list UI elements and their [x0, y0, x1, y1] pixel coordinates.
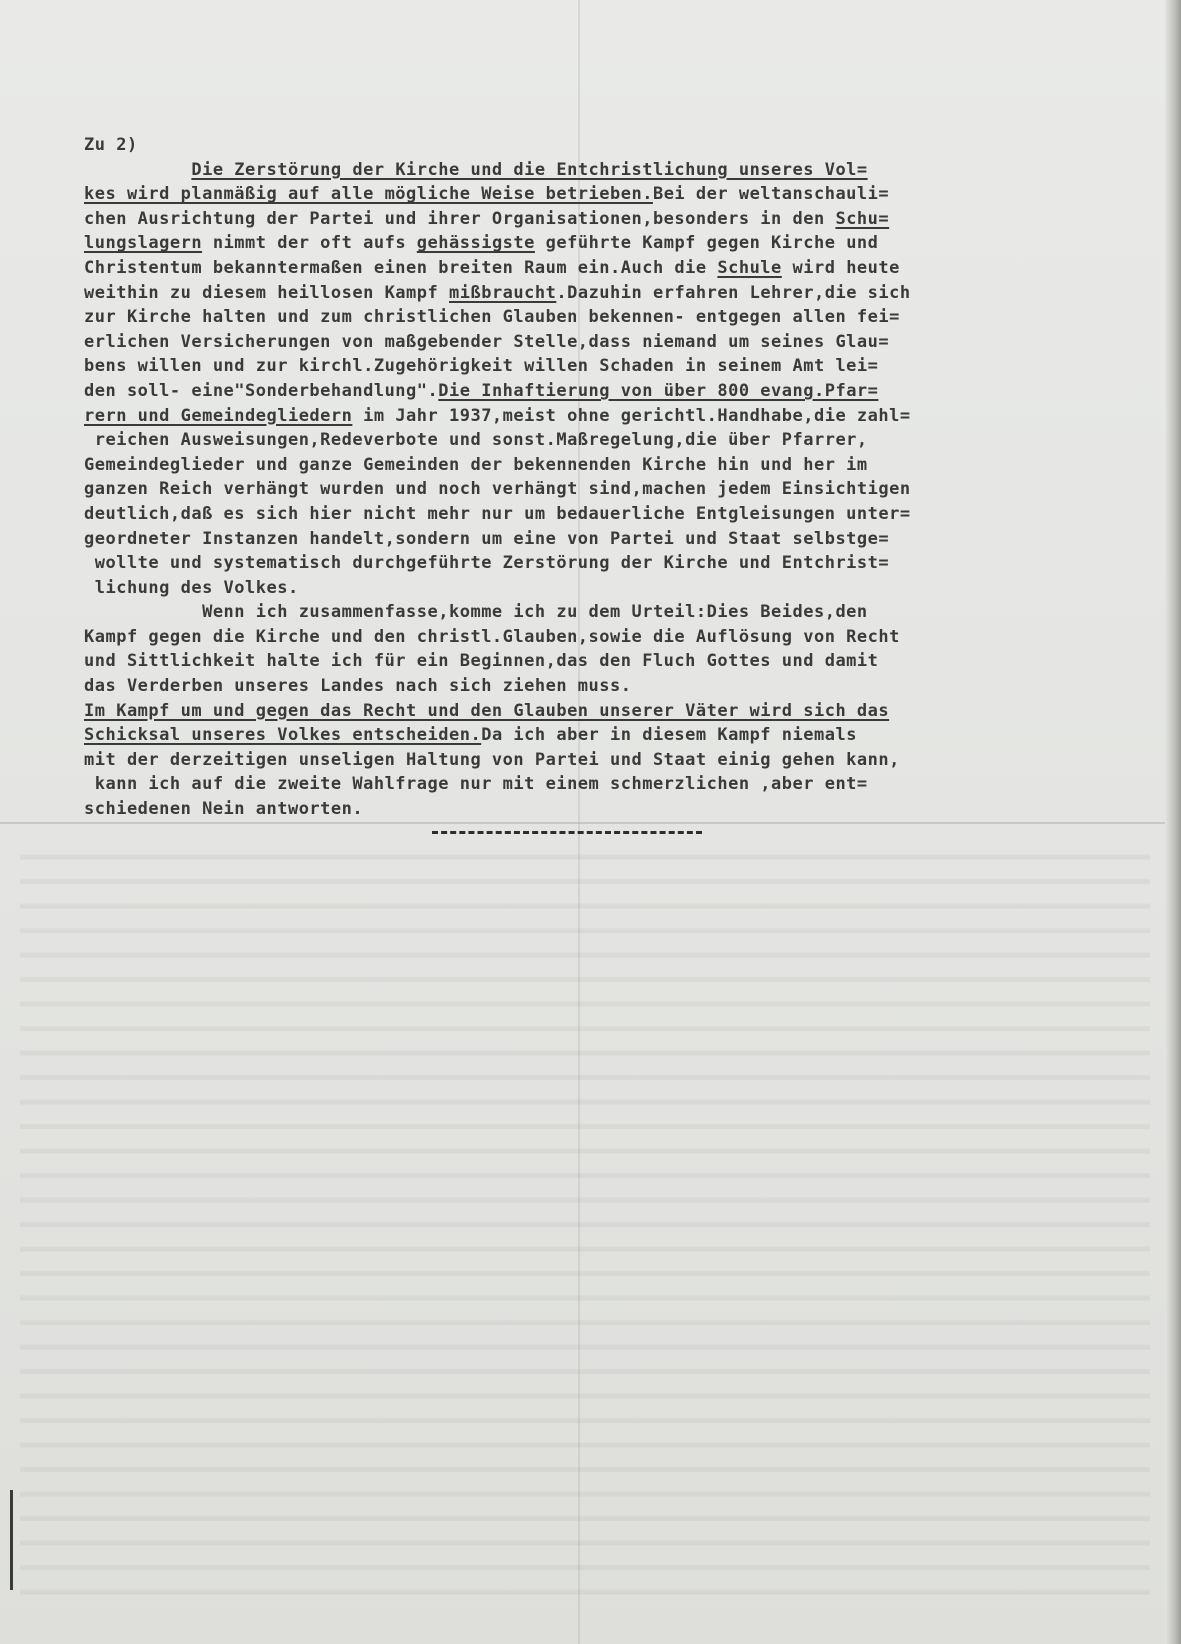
text-segment: zur Kirche halten und zum christlichen Glauben bekennen- entgegen allen fei= — [84, 307, 900, 328]
text-segment: geordneter Instanzen handelt,sondern um eine von Partei und Staat selbstge= — [84, 528, 890, 549]
bleed-through-text — [20, 840, 1150, 1600]
text-line — [84, 723, 1164, 748]
underlined-phrase: mißbraucht — [449, 282, 557, 303]
text-segment: chen Ausrichtung der Partei und ihrer Organisationen,besonders in den — [84, 208, 836, 229]
text-segment: ganzen Reich verhängt wurden und noch verhängt sind,machen jedem Einsichtigen — [84, 479, 911, 500]
text-line — [84, 699, 1164, 724]
dashed-separator — [432, 831, 702, 837]
underlined-phrase: gehässigste — [416, 233, 535, 254]
text-line — [84, 527, 1164, 552]
underlined-phrase: Die Inhaftierung von über 800 evang.Pfar= — [438, 380, 879, 401]
text-line — [84, 551, 1164, 576]
text-segment: das Verderben unseres Landes nach sich ziehen muss. — [84, 676, 632, 697]
text-line — [84, 354, 1164, 379]
underlined-phrase: Im Kampf um und gegen das Recht und den Glauben unserer Väter wird sich das — [84, 700, 890, 721]
text-line — [84, 404, 1164, 429]
text-segment: im Jahr 1937,meist ohne gerichtl.Handhabe,die zahl= — [352, 405, 911, 426]
text-segment: und Sittlichkeit halte ich für ein Beginnen,das den Fluch Gottes und damit — [84, 651, 879, 672]
text-line — [84, 772, 1164, 797]
underlined-phrase: Schicksal unseres Volkes entscheiden. — [84, 725, 482, 746]
text-line — [84, 502, 1164, 527]
text-line — [84, 600, 1164, 625]
text-line — [84, 182, 1164, 207]
text-segment — [84, 160, 191, 180]
text-segment: lichung des Volkes. — [84, 577, 299, 598]
text-segment: Kampf gegen die Kirche und den christl.Glauben,sowie die Auflösung von Recht — [84, 626, 900, 647]
paper-edge — [1165, 0, 1181, 1644]
text-segment: nimmt der oft aufs — [202, 233, 417, 254]
text-line — [84, 379, 1164, 404]
text-segment: Zu 2) — [84, 135, 138, 155]
text-segment: kann ich auf die zweite Wahlfrage nur mit einem schmerzlichen ,aber ent= — [84, 774, 868, 795]
text-segment: schiedenen Nein antworten. — [84, 799, 364, 820]
text-segment: mit der derzeitigen unseligen Haltung von Partei und Staat einig gehen kann, — [84, 749, 900, 770]
text-line — [84, 428, 1164, 453]
text-line — [84, 281, 1164, 306]
horizontal-fold — [0, 822, 1181, 824]
text-line — [84, 748, 1164, 773]
text-line — [84, 576, 1164, 601]
text-segment: .Dazuhin erfahren Lehrer,die sich — [556, 282, 911, 303]
text-line — [84, 207, 1164, 232]
underlined-phrase: rern und Gemeindegliedern — [84, 405, 353, 426]
text-segment: Wenn ich zusammenfasse,komme ich zu dem Urteil:Dies Beides,den — [84, 602, 868, 623]
underlined-phrase: Die Zerstörung der Kirche und die Entchristlichung unseres Vol= — [191, 159, 868, 180]
text-line — [84, 231, 1164, 256]
text-line — [84, 625, 1164, 650]
text-segment: Bei der weltanschauli= — [652, 184, 890, 205]
underlined-phrase: Schu= — [835, 208, 890, 229]
section-heading — [84, 133, 1164, 158]
text-segment: bens willen und zur kirchl.Zugehörigkeit willen Schaden in seinem Amt lei= — [84, 356, 879, 377]
text-line — [84, 477, 1164, 502]
text-line — [84, 649, 1164, 674]
text-segment: erlichen Versicherungen von maßgebender Stelle,dass niemand um seines Glau= — [84, 331, 890, 352]
text-segment: wollte und systematisch durchgeführte Zerstörung der Kirche und Entchrist= — [84, 553, 890, 574]
text-line — [84, 256, 1164, 281]
text-segment: Da ich aber in diesem Kampf niemals — [481, 725, 857, 746]
text-segment: weithin zu diesem heillosen Kampf — [84, 282, 449, 303]
text-segment: reichen Ausweisungen,Redeverbote und sonst.Maßregelung,die über Pfarrer, — [84, 430, 868, 451]
text-line — [84, 674, 1164, 699]
underlined-phrase: Schule — [717, 257, 782, 278]
text-segment: deutlich,daß es sich hier nicht mehr nur um bedauerliche Entgleisungen unter= — [84, 503, 911, 524]
text-segment: den soll- eine"Sonderbehandlung". — [84, 380, 439, 401]
text-line — [84, 797, 1164, 822]
text-line — [84, 158, 1164, 183]
underlined-phrase: kes wird planmäßig auf alle mögliche Weise betrieben. — [84, 184, 653, 205]
text-line — [84, 305, 1164, 330]
typed-body-text — [84, 133, 1164, 822]
text-segment: geführte Kampf gegen Kirche und — [534, 233, 879, 254]
text-line — [84, 453, 1164, 478]
text-segment: wird heute — [781, 257, 900, 278]
underlined-phrase: lungslagern — [84, 233, 203, 254]
text-line — [84, 330, 1164, 355]
margin-mark — [10, 1490, 13, 1590]
text-segment: Gemeindeglieder und ganze Gemeinden der bekennenden Kirche hin und her im — [84, 454, 868, 475]
text-segment: Christentum bekanntermaßen einen breiten Raum ein.Auch die — [84, 257, 718, 278]
